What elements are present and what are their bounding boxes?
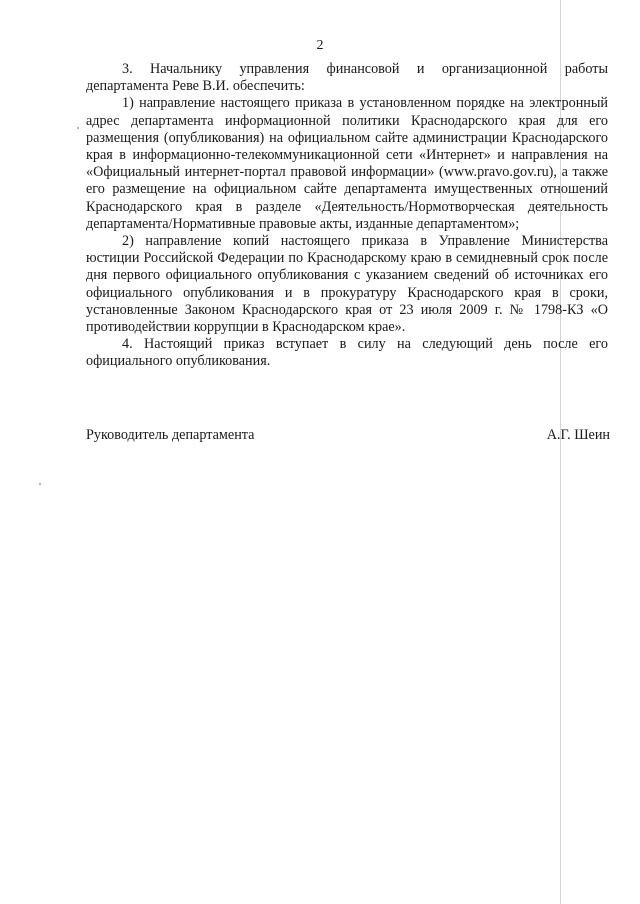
scan-speck (77, 127, 79, 129)
signatory-title: Руководитель департамента (86, 427, 255, 443)
signatory-name: А.Г. Шеин (546, 427, 610, 443)
paragraph-item-4: 4. Настоящий приказ вступает в силу на следующий день после его официального опубликования. (86, 336, 608, 370)
paragraph-subitem-1: 1) направление настоящего приказа в установленном порядке на электронный адрес департамента информационной политики Краснодарского края для его размещения (опубликования) на официальном сайте администрации Краснодарского края в информационно-телекоммуникационной сети «Интернет» и направления на «Официальный интернет-портал правовой информации» (www.pravo.gov.ru), а также его размещение на официальном сайте департамента имущественных отношений Краснодарского края в разделе «Деятельность/Нормотворческая деятельность департамента/Нормативные правовые акты, изданные департаментом»; (86, 95, 608, 232)
paragraph-subitem-2: 2) направление копий настоящего приказа в Управление Министерства юстиции Российской Федерации по Краснодарскому краю в семидневный срок после дня первого официального опубликования с указанием сведений об источниках его официального опубликования и в прокуратуру Краснодарского края в сроки, установленные Законом Краснодарского края от 23 июля 2009 г. № 1798-КЗ «О противодействии коррупции в Краснодарском крае». (86, 233, 608, 336)
document-body (86, 61, 608, 371)
paragraph-item-3: 3. Начальнику управления финансовой и организационной работы департамента Реве В.И. обеспечить: (86, 61, 608, 95)
scan-speck (39, 483, 41, 485)
page-number: 2 (316, 38, 324, 53)
